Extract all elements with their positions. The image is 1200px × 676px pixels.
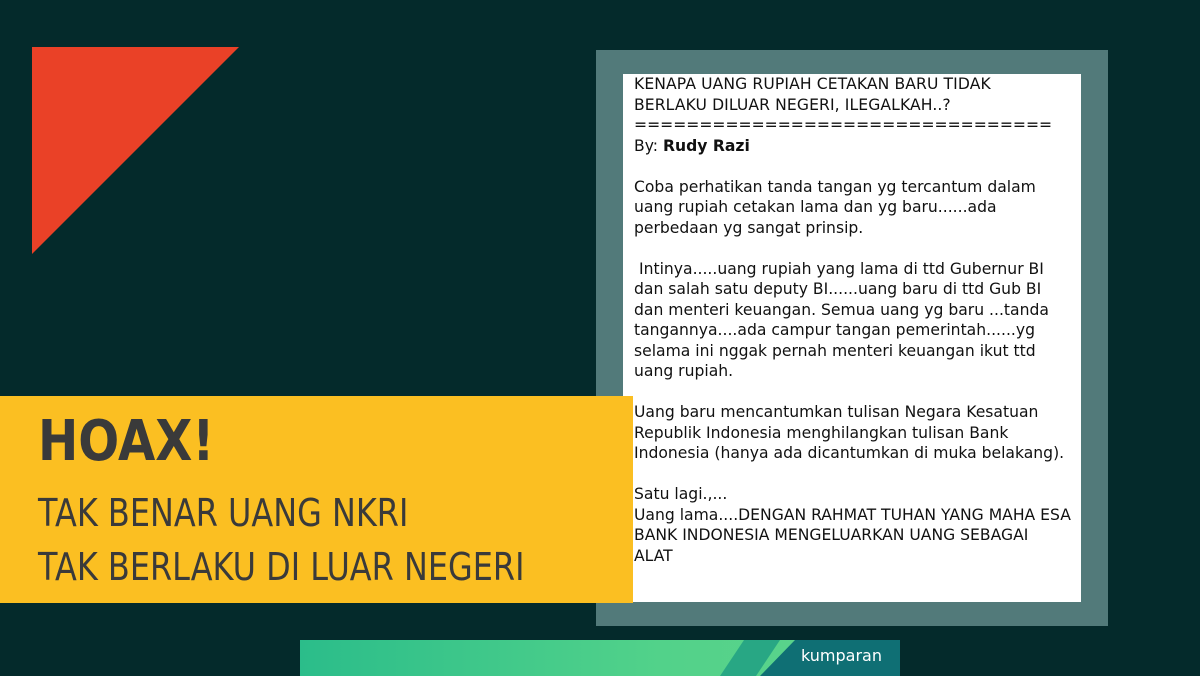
article-title-line-1: KENAPA UANG RUPIAH CETAKAN BARU TIDAK: [634, 75, 991, 93]
article-screenshot: [623, 74, 1081, 602]
hoax-title: HOAX!: [38, 409, 215, 474]
brand-banner: [300, 640, 900, 676]
byline-prefix: By:: [634, 136, 664, 155]
hoax-subtitle-line-1: TAK BENAR UANG NKRI: [38, 491, 409, 535]
byline: [634, 136, 1071, 157]
kumparan-logo: kumparan: [801, 646, 882, 665]
article-paragraph-5: Uang lama....DENGAN RAHMAT TUHAN YANG MAHA ESA BANK INDONESIA MENGELUARKAN UANG SEBAGAI ALAT: [634, 505, 1071, 565]
article-paragraph-4: Satu lagi.,...: [634, 485, 728, 503]
article-paragraph-3: Uang baru mencantumkan tulisan Negara Kesatuan Republik Indonesia menghilangkan tulisan Bank Indonesia (hanya ada dicantumkan di muka belakang).: [634, 403, 1065, 462]
author-name: Rudy Razi: [663, 136, 750, 155]
article-title-line-2: BERLAKU DILUAR NEGERI, ILEGALKAH..?: [634, 95, 951, 114]
article-paragraph-1: Coba perhatikan tanda tangan yg tercantum dalam uang rupiah cetakan lama dan yg baru......ada perbedaan yg sangat prinsip.: [634, 177, 1036, 237]
separator-line: ================================: [634, 116, 1053, 134]
decorative-triangle: [32, 47, 239, 254]
article-paragraph-2: Intinya.....uang rupiah yang lama di ttd Gubernur BI dan salah satu deputy BI......uang baru di ttd Gub BI dan menteri keuangan. Semua uang yg baru ...tanda tangannya....ada campur tangan pemerintah......yg selama ini nggak pernah menteri keuangan ikut ttd uang rupiah.: [634, 259, 1054, 380]
article-title: [634, 74, 1071, 115]
hoax-subtitle-line-2: TAK BERLAKU DI LUAR NEGERI: [38, 545, 525, 589]
